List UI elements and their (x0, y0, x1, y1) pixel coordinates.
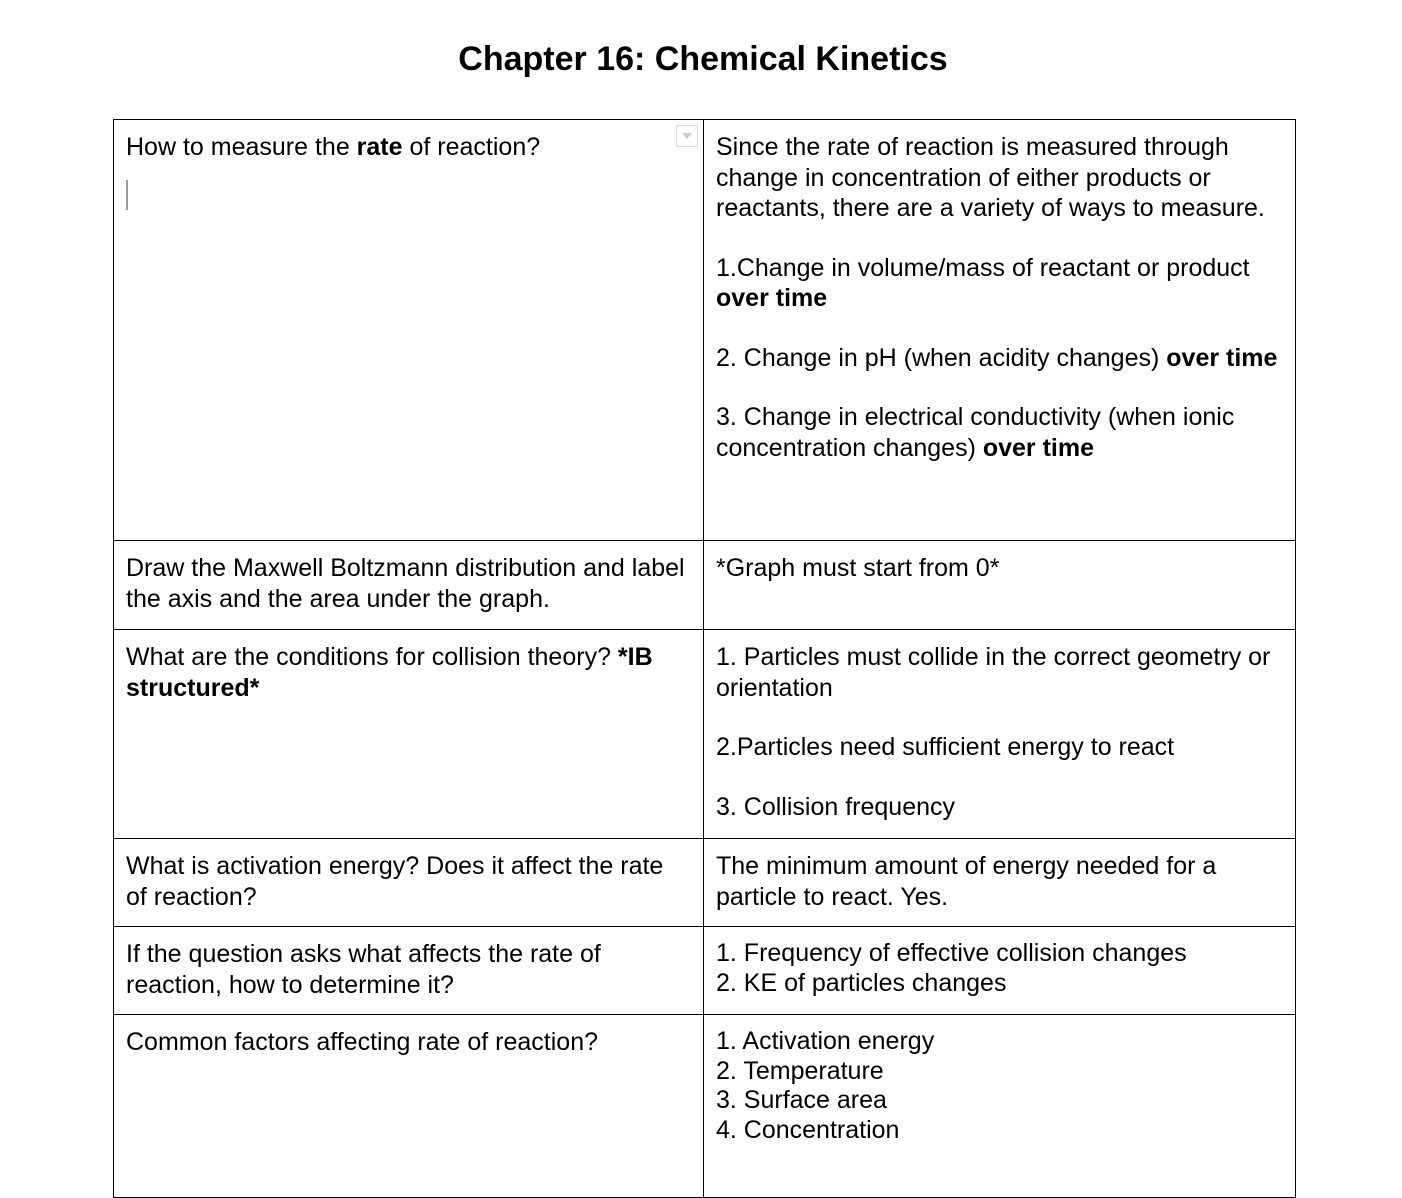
question-text: How to measure the rate of reaction? (126, 133, 541, 161)
question-text: What are the conditions for collision theory? *IB structured* (126, 643, 653, 702)
question-cell[interactable] (114, 839, 704, 927)
question-bold-text: rate (356, 133, 403, 161)
page-title: Chapter 16: Chemical Kinetics (458, 40, 948, 78)
question-cell[interactable] (114, 630, 704, 839)
question-cell[interactable] (114, 927, 704, 1015)
answer-item: 2. Temperature (716, 1056, 884, 1085)
answer-item: 1. Particles must collide in the correct geometry or orientation (716, 643, 1271, 702)
answer-text: *Graph must start from 0* (716, 554, 1000, 582)
text-cursor (126, 180, 128, 210)
answer-cell[interactable] (704, 120, 1296, 541)
question-text: Draw the Maxwell Boltzmann distribution and label the axis and the area under the graph. (126, 554, 685, 613)
qa-table (113, 119, 1296, 1198)
table-row (114, 927, 1296, 1015)
answer-item: 2. KE of particles changes (716, 968, 1007, 997)
answer-cell[interactable] (704, 927, 1296, 1015)
question-text: What is activation energy? Does it affect the rate of reaction? (126, 852, 664, 911)
table-row (114, 120, 1296, 541)
answer-list (716, 1027, 1283, 1145)
answer-item: 2.Particles need sufficient energy to react (716, 733, 1175, 761)
table-row (114, 839, 1296, 927)
question-cell[interactable] (114, 541, 704, 630)
table-row (114, 630, 1296, 839)
question-bold-text: *IB structured* (126, 643, 653, 702)
question-cell[interactable] (114, 120, 704, 541)
answer-item: 1. Activation energy (716, 1027, 935, 1055)
answer-cell[interactable] (704, 839, 1296, 927)
answer-item: 1.Change in volume/mass of reactant or product over time (716, 253, 1250, 312)
answer-list (716, 939, 1283, 998)
question-text: Common factors affecting rate of reaction? (126, 1028, 598, 1056)
dropdown-arrow-icon[interactable] (676, 125, 698, 147)
answer-item: 4. Concentration (716, 1115, 900, 1144)
table-row (114, 541, 1296, 630)
answer-item: 3. Change in electrical conductivity (when ionic concentration changes) over time (716, 403, 1235, 462)
answer-intro: Since the rate of reaction is measured through change in concentration of either products or reactants, there are a variety of ways to measure. (716, 133, 1265, 222)
answer-item: 3. Collision frequency (716, 792, 956, 821)
answer-item: 1. Frequency of effective collision changes (716, 939, 1187, 967)
question-text: If the question asks what affects the rate of reaction, how to determine it? (126, 940, 601, 999)
question-cell[interactable] (114, 1015, 704, 1198)
answer-cell[interactable] (704, 1015, 1296, 1198)
answer-item: 3. Surface area (716, 1086, 887, 1115)
table-row (114, 1015, 1296, 1198)
answer-cell[interactable] (704, 541, 1296, 630)
answer-text: The minimum amount of energy needed for a particle to react. Yes. (716, 852, 1217, 911)
answer-cell[interactable] (704, 630, 1296, 839)
answer-item: 2. Change in pH (when acidity changes) over time (716, 343, 1278, 372)
